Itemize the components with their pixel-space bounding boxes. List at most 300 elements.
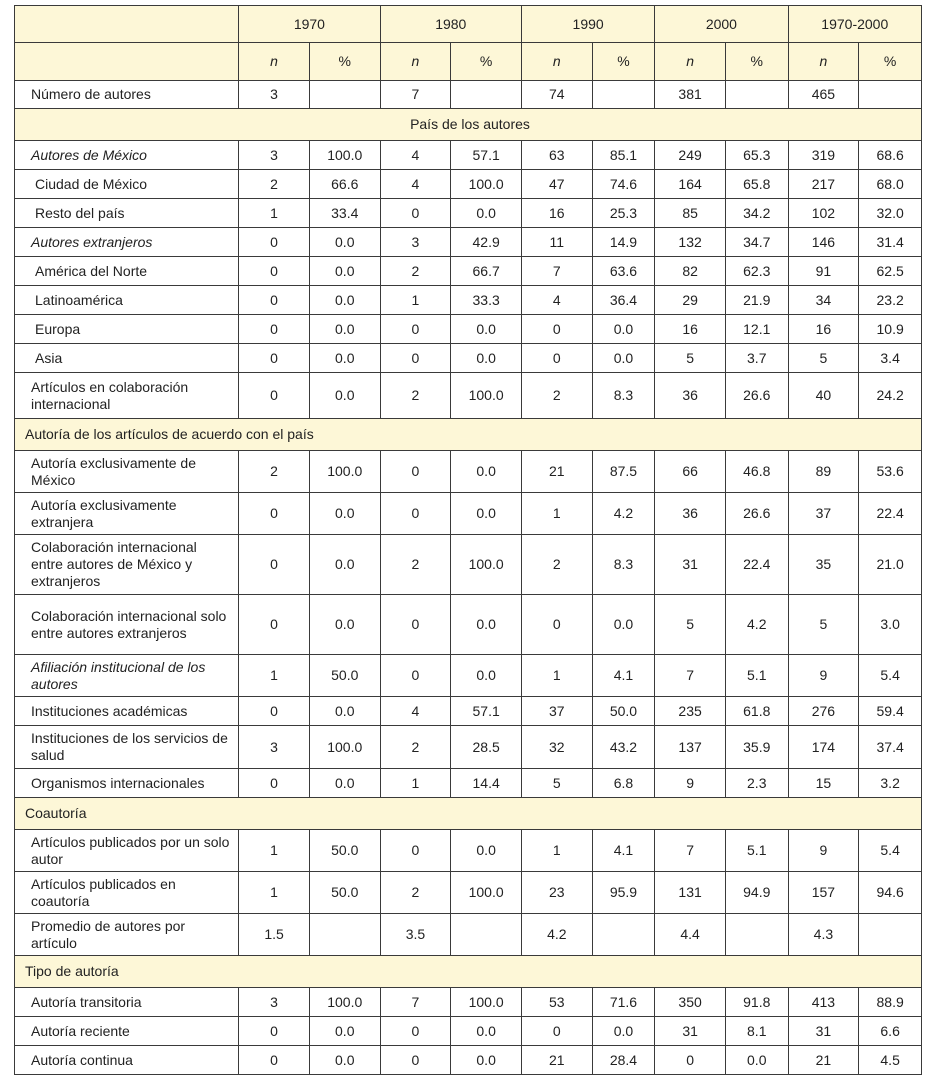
row-label: Autores de México <box>15 141 239 170</box>
n-cell: 0 <box>239 535 310 595</box>
n-cell: 0 <box>521 1017 592 1046</box>
percent-cell: 43.2 <box>592 726 655 769</box>
n-cell: 0 <box>239 697 310 726</box>
n-cell: 4.4 <box>655 914 726 956</box>
n-cell: 0 <box>521 344 592 373</box>
percent-header: % <box>451 43 522 81</box>
n-cell: 5 <box>788 595 859 655</box>
n-cell: 131 <box>655 872 726 914</box>
row-label: Colaboración internacional entre autores de México y extranjeros <box>15 535 239 595</box>
percent-cell: 0.0 <box>309 315 380 344</box>
n-cell: 413 <box>788 988 859 1017</box>
percent-cell <box>592 914 655 956</box>
percent-cell: 3.7 <box>725 344 788 373</box>
n-cell: 0 <box>655 1046 726 1075</box>
percent-cell: 0.0 <box>309 595 380 655</box>
row-label: Instituciones académicas <box>15 697 239 726</box>
row-label: Resto del país <box>15 199 239 228</box>
n-cell: 0 <box>380 199 451 228</box>
row-label: Latinoamérica <box>15 286 239 315</box>
percent-cell: 0.0 <box>309 344 380 373</box>
n-header: n <box>380 43 451 81</box>
percent-cell: 14.4 <box>451 769 522 798</box>
n-header: n <box>788 43 859 81</box>
table-row <box>15 81 922 109</box>
n-cell: 36 <box>655 493 726 535</box>
percent-cell: 4.5 <box>859 1046 922 1075</box>
n-cell: 31 <box>788 1017 859 1046</box>
n-cell: 37 <box>521 697 592 726</box>
percent-cell: 65.3 <box>725 141 788 170</box>
percent-cell: 0.0 <box>309 1017 380 1046</box>
percent-cell: 50.0 <box>309 872 380 914</box>
year-header-row <box>15 6 922 43</box>
n-cell: 235 <box>655 697 726 726</box>
n-cell: 2 <box>380 872 451 914</box>
row-label: Promedio de autores por artículo <box>15 914 239 956</box>
row-label: Número de autores <box>15 81 239 109</box>
n-cell: 7 <box>655 655 726 697</box>
percent-cell: 28.4 <box>592 1046 655 1075</box>
n-cell: 3 <box>239 141 310 170</box>
row-label: Artículos publicados por un solo autor <box>15 830 239 872</box>
percent-cell: 21.9 <box>725 286 788 315</box>
table-row <box>15 595 922 655</box>
percent-cell: 59.4 <box>859 697 922 726</box>
section-heading-row <box>15 956 922 988</box>
percent-cell: 31.4 <box>859 228 922 257</box>
percent-cell: 21.0 <box>859 535 922 595</box>
percent-cell: 94.9 <box>725 872 788 914</box>
percent-cell: 0.0 <box>592 315 655 344</box>
n-cell: 2 <box>521 373 592 419</box>
table-row <box>15 535 922 595</box>
percent-header: % <box>859 43 922 81</box>
percent-cell: 57.1 <box>451 697 522 726</box>
percent-cell: 91.8 <box>725 988 788 1017</box>
n-cell: 7 <box>380 988 451 1017</box>
table-row <box>15 373 922 419</box>
percent-cell: 100.0 <box>451 170 522 199</box>
n-cell: 146 <box>788 228 859 257</box>
percent-cell: 32.0 <box>859 199 922 228</box>
percent-cell: 23.2 <box>859 286 922 315</box>
n-cell: 2 <box>239 451 310 493</box>
n-cell: 0 <box>521 595 592 655</box>
n-cell: 0 <box>380 451 451 493</box>
row-label: Asia <box>15 344 239 373</box>
n-cell: 0 <box>239 1017 310 1046</box>
percent-cell <box>859 914 922 956</box>
percent-cell: 100.0 <box>309 726 380 769</box>
n-cell: 2 <box>521 535 592 595</box>
year-header: 1970 <box>239 6 380 43</box>
n-header: n <box>655 43 726 81</box>
percent-cell: 4.1 <box>592 830 655 872</box>
percent-cell: 0.0 <box>309 697 380 726</box>
n-cell: 2 <box>380 257 451 286</box>
percent-cell: 0.0 <box>309 535 380 595</box>
percent-cell: 0.0 <box>592 344 655 373</box>
percent-cell: 66.7 <box>451 257 522 286</box>
n-cell: 0 <box>380 315 451 344</box>
n-cell: 21 <box>521 1046 592 1075</box>
table-row <box>15 344 922 373</box>
percent-cell <box>725 81 788 109</box>
percent-cell: 6.8 <box>592 769 655 798</box>
n-cell: 4 <box>521 286 592 315</box>
percent-cell: 68.0 <box>859 170 922 199</box>
n-cell: 4.3 <box>788 914 859 956</box>
percent-cell <box>592 81 655 109</box>
percent-cell: 0.0 <box>451 1017 522 1046</box>
percent-cell: 33.3 <box>451 286 522 315</box>
percent-cell: 100.0 <box>309 988 380 1017</box>
n-cell: 63 <box>521 141 592 170</box>
percent-cell: 100.0 <box>451 872 522 914</box>
percent-cell: 87.5 <box>592 451 655 493</box>
n-cell: 23 <box>521 872 592 914</box>
percent-cell: 4.2 <box>725 595 788 655</box>
percent-cell: 0.0 <box>451 595 522 655</box>
percent-cell: 85.1 <box>592 141 655 170</box>
n-cell: 7 <box>655 830 726 872</box>
n-cell: 32 <box>521 726 592 769</box>
n-cell: 0 <box>380 1017 451 1046</box>
n-cell: 82 <box>655 257 726 286</box>
row-label: Autoría transitoria <box>15 988 239 1017</box>
table-row <box>15 451 922 493</box>
percent-cell: 100.0 <box>451 535 522 595</box>
n-cell: 31 <box>655 535 726 595</box>
percent-cell: 0.0 <box>451 830 522 872</box>
year-header: 1970-2000 <box>788 6 921 43</box>
percent-cell <box>309 914 380 956</box>
percent-cell: 35.9 <box>725 726 788 769</box>
percent-cell: 26.6 <box>725 493 788 535</box>
n-cell: 91 <box>788 257 859 286</box>
table-row <box>15 1017 922 1046</box>
n-cell: 2 <box>380 373 451 419</box>
percent-cell <box>725 914 788 956</box>
n-cell: 0 <box>239 1046 310 1075</box>
n-cell: 137 <box>655 726 726 769</box>
percent-cell: 4.1 <box>592 655 655 697</box>
n-cell: 2 <box>380 535 451 595</box>
n-cell: 132 <box>655 228 726 257</box>
percent-cell: 0.0 <box>309 493 380 535</box>
table-row <box>15 493 922 535</box>
n-cell: 36 <box>655 373 726 419</box>
n-cell: 0 <box>239 344 310 373</box>
n-cell: 1 <box>521 493 592 535</box>
n-cell: 1 <box>239 872 310 914</box>
n-cell: 3.5 <box>380 914 451 956</box>
section-heading: País de los autores <box>15 109 922 141</box>
n-cell: 66 <box>655 451 726 493</box>
percent-cell: 22.4 <box>725 535 788 595</box>
n-header: n <box>239 43 310 81</box>
n-cell: 2 <box>380 726 451 769</box>
percent-cell: 61.8 <box>725 697 788 726</box>
n-cell: 0 <box>239 286 310 315</box>
n-cell: 276 <box>788 697 859 726</box>
table-row <box>15 988 922 1017</box>
table-header <box>15 6 922 81</box>
row-label: Autoría reciente <box>15 1017 239 1046</box>
n-cell: 15 <box>788 769 859 798</box>
n-cell: 0 <box>239 595 310 655</box>
percent-cell: 6.6 <box>859 1017 922 1046</box>
n-cell: 11 <box>521 228 592 257</box>
n-cell: 102 <box>788 199 859 228</box>
percent-cell: 0.0 <box>451 451 522 493</box>
percent-cell: 14.9 <box>592 228 655 257</box>
percent-cell: 63.6 <box>592 257 655 286</box>
n-cell: 1.5 <box>239 914 310 956</box>
n-cell: 31 <box>655 1017 726 1046</box>
n-cell: 164 <box>655 170 726 199</box>
percent-cell: 5.1 <box>725 830 788 872</box>
n-header: n <box>521 43 592 81</box>
table-row <box>15 315 922 344</box>
n-cell: 16 <box>655 315 726 344</box>
percent-cell: 28.5 <box>451 726 522 769</box>
percent-cell: 36.4 <box>592 286 655 315</box>
percent-cell: 3.4 <box>859 344 922 373</box>
percent-cell: 8.3 <box>592 373 655 419</box>
percent-cell: 8.3 <box>592 535 655 595</box>
percent-cell: 0.0 <box>451 655 522 697</box>
year-header: 2000 <box>655 6 788 43</box>
percent-cell: 71.6 <box>592 988 655 1017</box>
percent-cell: 0.0 <box>451 1046 522 1075</box>
percent-cell: 3.0 <box>859 595 922 655</box>
percent-cell: 0.0 <box>309 228 380 257</box>
n-cell: 1 <box>380 286 451 315</box>
n-cell: 9 <box>788 830 859 872</box>
n-cell: 0 <box>239 373 310 419</box>
percent-cell: 100.0 <box>451 373 522 419</box>
n-cell: 5 <box>521 769 592 798</box>
percent-cell: 88.9 <box>859 988 922 1017</box>
n-cell: 7 <box>521 257 592 286</box>
percent-cell: 0.0 <box>309 286 380 315</box>
percent-cell: 26.6 <box>725 373 788 419</box>
percent-cell: 4.2 <box>592 493 655 535</box>
section-heading: Autoría de los artículos de acuerdo con el país <box>15 419 922 451</box>
n-cell: 0 <box>380 595 451 655</box>
n-cell: 5 <box>655 344 726 373</box>
row-label: Organismos internacionales <box>15 769 239 798</box>
n-cell: 53 <box>521 988 592 1017</box>
n-cell: 1 <box>239 199 310 228</box>
table-row <box>15 170 922 199</box>
n-cell: 4.2 <box>521 914 592 956</box>
percent-cell: 68.6 <box>859 141 922 170</box>
percent-cell: 5.4 <box>859 830 922 872</box>
n-cell: 3 <box>239 81 310 109</box>
table-row <box>15 726 922 769</box>
percent-cell: 0.0 <box>725 1046 788 1075</box>
percent-cell: 8.1 <box>725 1017 788 1046</box>
percent-cell: 0.0 <box>592 1017 655 1046</box>
n-cell: 9 <box>788 655 859 697</box>
n-cell: 0 <box>380 344 451 373</box>
percent-cell: 74.6 <box>592 170 655 199</box>
n-cell: 9 <box>655 769 726 798</box>
n-cell: 350 <box>655 988 726 1017</box>
table-row <box>15 257 922 286</box>
section-heading-row <box>15 109 922 141</box>
percent-cell: 0.0 <box>451 344 522 373</box>
n-cell: 5 <box>788 344 859 373</box>
percent-cell: 5.1 <box>725 655 788 697</box>
percent-header: % <box>309 43 380 81</box>
percent-cell: 0.0 <box>309 257 380 286</box>
corner-cell <box>15 43 239 81</box>
n-cell: 1 <box>521 655 592 697</box>
row-label: Autores extranjeros <box>15 228 239 257</box>
percent-cell: 53.6 <box>859 451 922 493</box>
table-row <box>15 830 922 872</box>
section-heading-row <box>15 798 922 830</box>
n-cell: 319 <box>788 141 859 170</box>
percent-cell: 62.5 <box>859 257 922 286</box>
n-cell: 16 <box>788 315 859 344</box>
row-label: Autoría continua <box>15 1046 239 1075</box>
percent-cell: 95.9 <box>592 872 655 914</box>
percent-cell: 0.0 <box>451 315 522 344</box>
percent-cell: 62.3 <box>725 257 788 286</box>
percent-cell: 100.0 <box>451 988 522 1017</box>
percent-cell: 2.3 <box>725 769 788 798</box>
row-label: Afiliación institucional de los autores <box>15 655 239 697</box>
row-label: Artículos en colaboración internacional <box>15 373 239 419</box>
n-cell: 29 <box>655 286 726 315</box>
n-cell: 0 <box>239 257 310 286</box>
percent-cell: 100.0 <box>309 141 380 170</box>
table-row <box>15 914 922 956</box>
percent-cell: 50.0 <box>592 697 655 726</box>
section-heading: Tipo de autoría <box>15 956 922 988</box>
n-cell: 0 <box>380 1046 451 1075</box>
n-cell: 5 <box>655 595 726 655</box>
n-cell: 0 <box>239 315 310 344</box>
n-cell: 47 <box>521 170 592 199</box>
row-label: Colaboración internacional solo entre autores extranjeros <box>15 595 239 655</box>
n-cell: 0 <box>521 315 592 344</box>
table-row <box>15 697 922 726</box>
n-cell: 4 <box>380 697 451 726</box>
percent-cell: 33.4 <box>309 199 380 228</box>
n-cell: 1 <box>380 769 451 798</box>
n-cell: 1 <box>239 830 310 872</box>
percent-cell: 25.3 <box>592 199 655 228</box>
n-cell: 3 <box>380 228 451 257</box>
table-row <box>15 769 922 798</box>
row-label: Autoría exclusivamente de México <box>15 451 239 493</box>
table-row <box>15 228 922 257</box>
percent-cell: 65.8 <box>725 170 788 199</box>
n-cell: 3 <box>239 726 310 769</box>
percent-cell: 57.1 <box>451 141 522 170</box>
n-cell: 1 <box>239 655 310 697</box>
percent-cell: 3.2 <box>859 769 922 798</box>
percent-cell: 66.6 <box>309 170 380 199</box>
n-cell: 37 <box>788 493 859 535</box>
percent-cell: 50.0 <box>309 655 380 697</box>
section-heading-row <box>15 419 922 451</box>
row-label: Artículos publicados en coautoría <box>15 872 239 914</box>
n-cell: 0 <box>380 830 451 872</box>
percent-cell <box>451 914 522 956</box>
percent-cell: 0.0 <box>451 493 522 535</box>
n-cell: 4 <box>380 170 451 199</box>
n-cell: 0 <box>380 493 451 535</box>
percent-header: % <box>725 43 788 81</box>
table-row <box>15 141 922 170</box>
n-cell: 34 <box>788 286 859 315</box>
percent-cell <box>451 81 522 109</box>
n-cell: 4 <box>380 141 451 170</box>
percent-cell: 50.0 <box>309 830 380 872</box>
table-row <box>15 655 922 697</box>
percent-cell: 46.8 <box>725 451 788 493</box>
percent-cell <box>309 81 380 109</box>
percent-cell: 37.4 <box>859 726 922 769</box>
percent-cell: 5.4 <box>859 655 922 697</box>
percent-cell: 0.0 <box>592 595 655 655</box>
n-cell: 465 <box>788 81 859 109</box>
authorship-table <box>14 5 922 1075</box>
n-cell: 85 <box>655 199 726 228</box>
n-cell: 381 <box>655 81 726 109</box>
table-row <box>15 199 922 228</box>
n-cell: 7 <box>380 81 451 109</box>
n-cell: 16 <box>521 199 592 228</box>
percent-cell: 22.4 <box>859 493 922 535</box>
percent-cell: 12.1 <box>725 315 788 344</box>
n-cell: 3 <box>239 988 310 1017</box>
percent-cell: 0.0 <box>451 199 522 228</box>
n-cell: 40 <box>788 373 859 419</box>
table-row <box>15 872 922 914</box>
n-cell: 35 <box>788 535 859 595</box>
n-cell: 174 <box>788 726 859 769</box>
percent-cell: 24.2 <box>859 373 922 419</box>
percent-header: % <box>592 43 655 81</box>
table-row <box>15 286 922 315</box>
percent-cell: 42.9 <box>451 228 522 257</box>
table-body <box>15 81 922 1075</box>
n-cell: 2 <box>239 170 310 199</box>
n-cell: 249 <box>655 141 726 170</box>
row-label: Ciudad de México <box>15 170 239 199</box>
corner-cell <box>15 6 239 43</box>
percent-cell: 10.9 <box>859 315 922 344</box>
percent-cell: 34.2 <box>725 199 788 228</box>
subheader-row <box>15 43 922 81</box>
row-label: Instituciones de los servicios de salud <box>15 726 239 769</box>
n-cell: 0 <box>239 228 310 257</box>
row-label: América del Norte <box>15 257 239 286</box>
percent-cell: 0.0 <box>309 373 380 419</box>
percent-cell: 0.0 <box>309 1046 380 1075</box>
section-heading: Coautoría <box>15 798 922 830</box>
n-cell: 0 <box>239 493 310 535</box>
percent-cell <box>859 81 922 109</box>
